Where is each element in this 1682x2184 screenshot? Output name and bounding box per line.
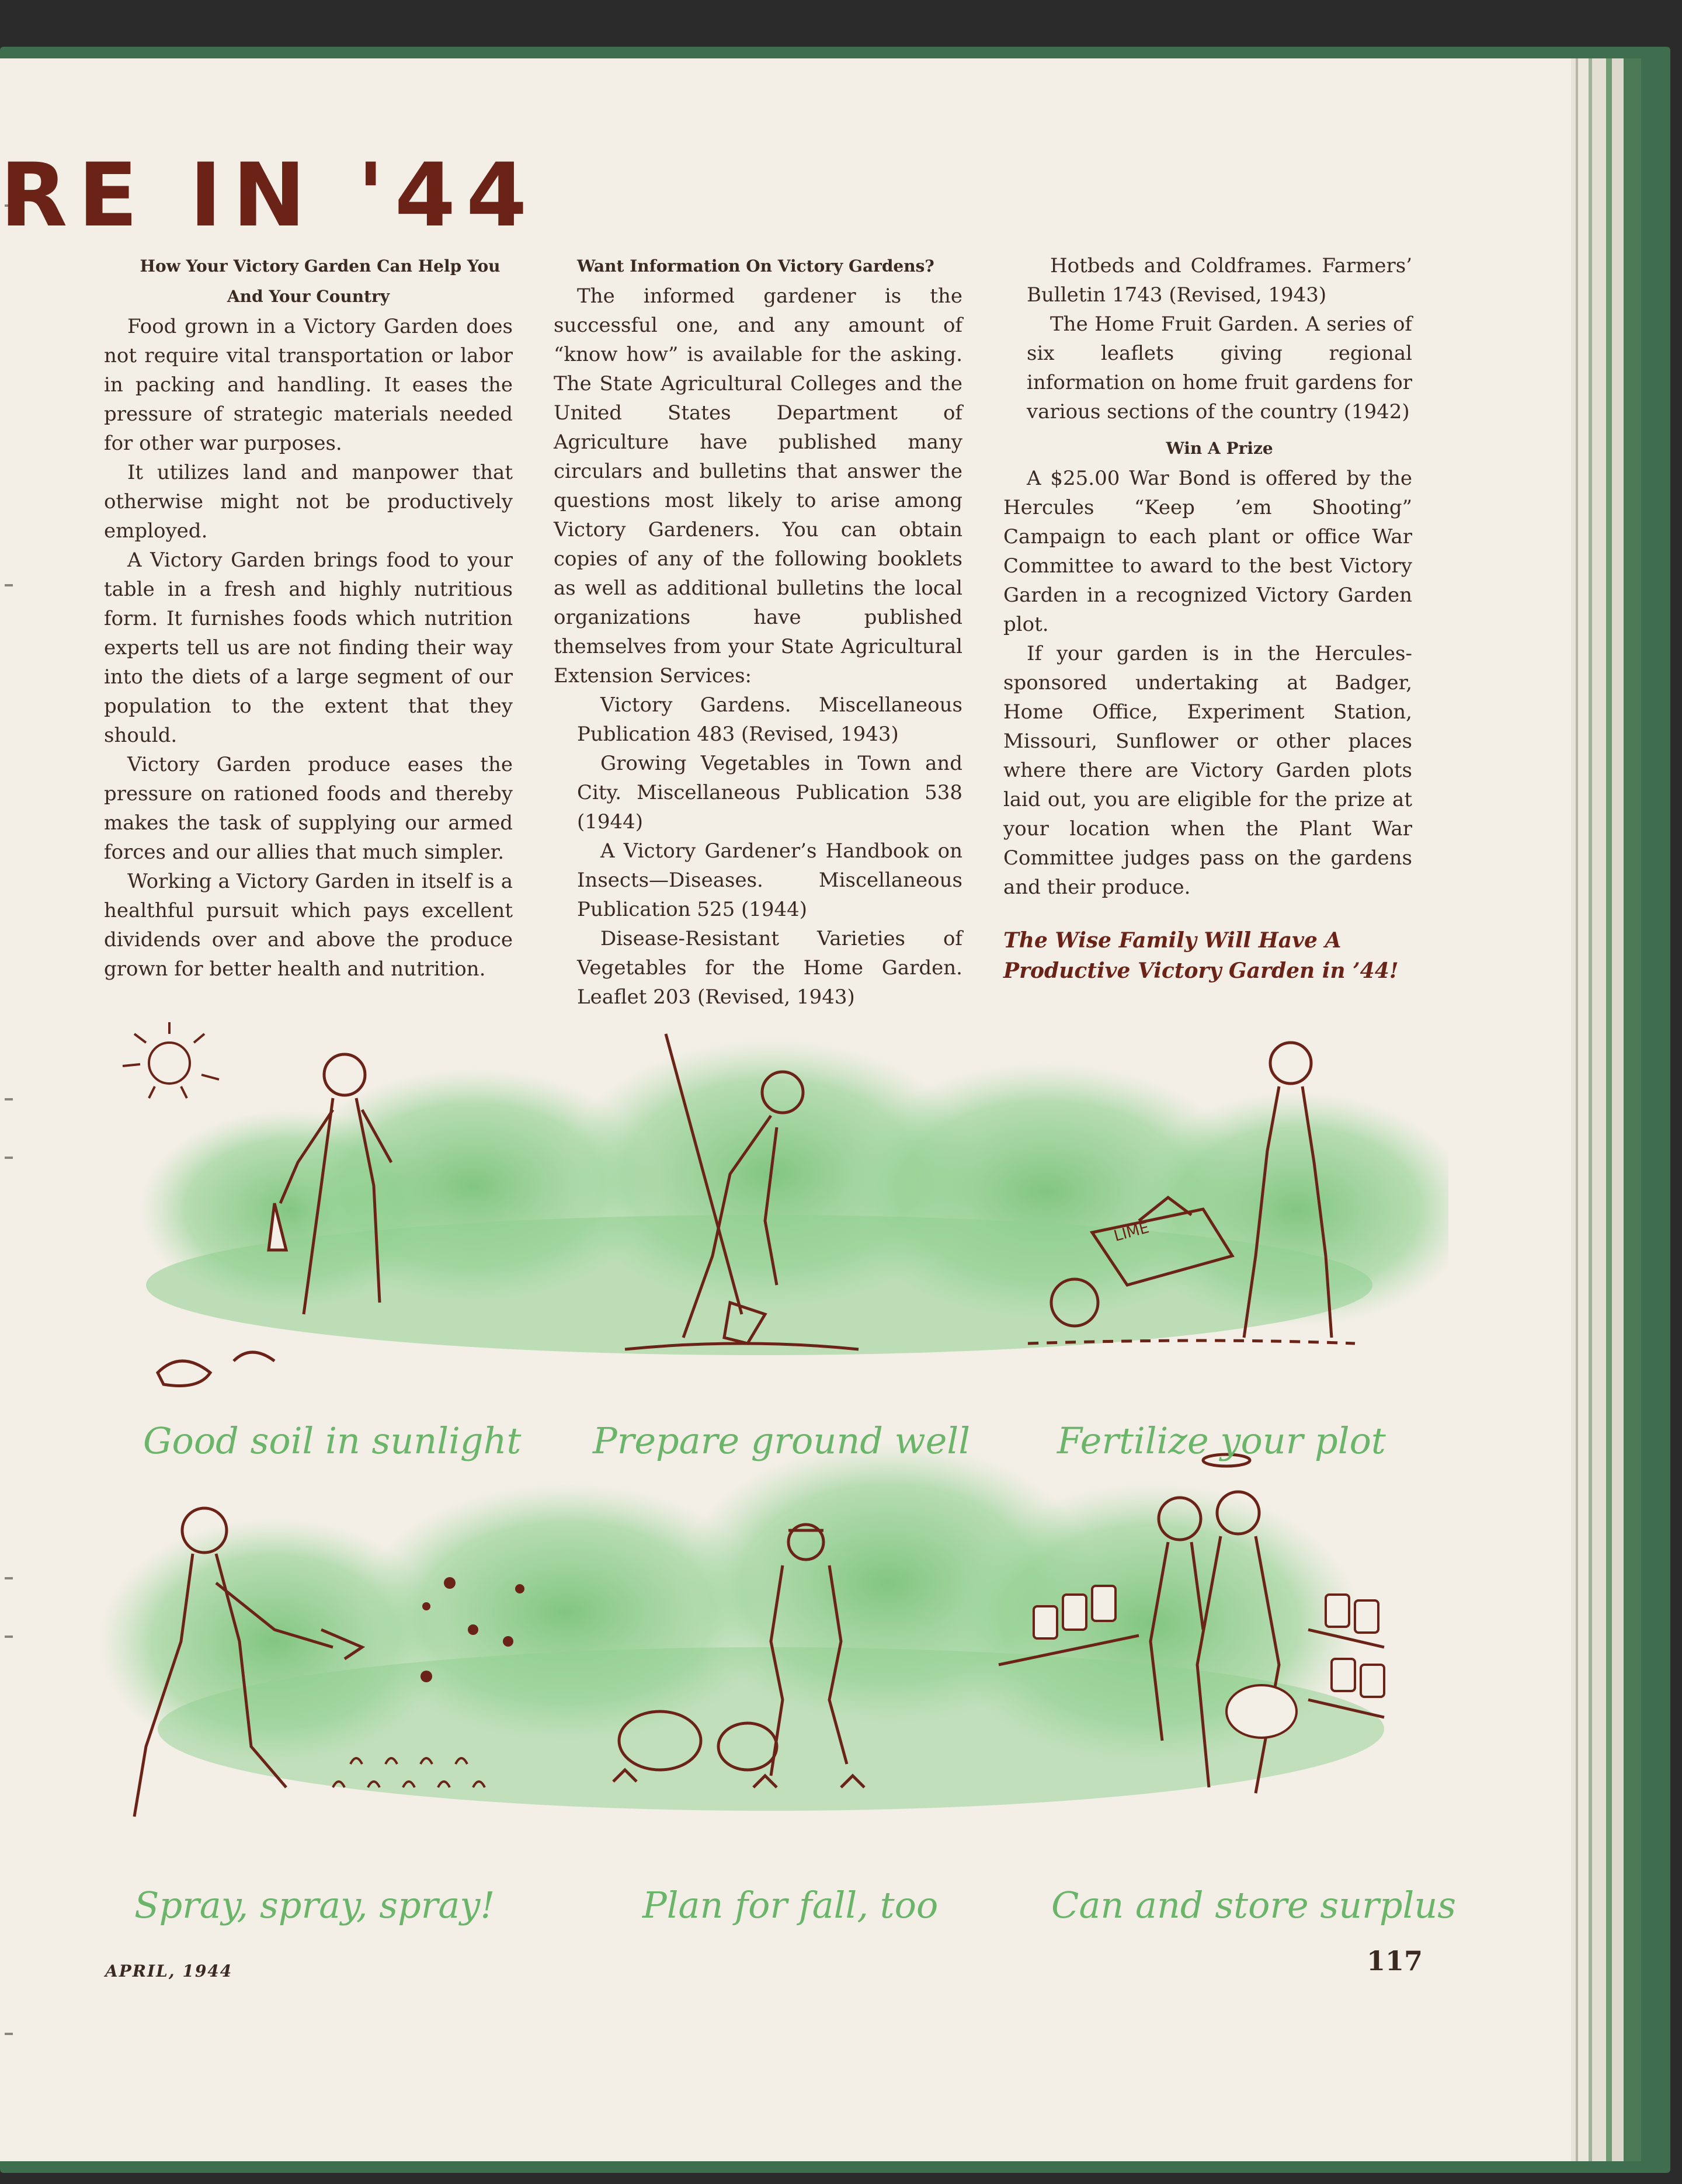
- paragraph: The informed gardener is the successful one, and any amount of “know how” is available for the asking. The State Agricultural Colleges and the United States Department of Agriculture have published many circulars and bulletins that answer the questions most likely to arise among Victory Gardeners. You can obtain copies of any of the following booklets as well as additional bulletins the local organizations have published themselves from your State Agricultural Extension Services:: [554, 284, 962, 688]
- paragraph: Victory Garden produce eases the pressure on rationed foods and thereby makes the task of supplying our armed forces and our allies that much simpler.: [104, 753, 513, 864]
- column-2-heading: Want Information On Victory Gardens?: [577, 256, 934, 276]
- paragraph: It utilizes land and manpower that otherwise might not be productively employed.: [104, 461, 513, 543]
- caption-plan-fall: Plan for fall, too: [642, 1884, 939, 1926]
- caption-can-store: Can and store surplus: [1051, 1884, 1457, 1926]
- publication-item: Hotbeds and Coldframes. Farmers’ Bulletin 1743 (Revised, 1943): [1027, 254, 1412, 307]
- slogan: The Wise Family Will Have A Productive Victory Garden in ’44!: [1003, 928, 1399, 983]
- paragraph: A Victory Garden brings food to your table in a fresh and highly nutritious form. It furnishes foods which nutrition experts tell us are not finding their way into the diets of a large segment of our population to the extent that they should.: [104, 548, 513, 747]
- binding-marks: [0, 58, 18, 2161]
- publication-item: Disease-Resistant Varieties of Vegetables for the Home Garden. Leaflet 203 (Revised, 1943): [577, 927, 962, 1009]
- svg-text:LIME: LIME: [1112, 1218, 1151, 1245]
- page-edges: [1571, 58, 1641, 2161]
- caption-good-soil: Good soil in sunlight: [143, 1419, 522, 1462]
- sun-icon: [123, 1022, 219, 1098]
- publication-item: The Home Fruit Garden. A series of six leaflets giving regional information on home fruit gardens for various sections of the country (1942): [1027, 313, 1412, 423]
- caption-fertilize: Fertilize your plot: [1057, 1419, 1386, 1462]
- top-hills: [140, 1040, 1448, 1355]
- paragraph: If your garden is in the Hercules-sponsored undertaking at Badger, Home Office, Experiment Station, Missouri, Sunflower or other places where there are Victory Garden plots laid out, you are eligible for the prize at your location when the Plant War Committee judges pass on the gardens and their produce.: [1003, 642, 1412, 899]
- caption-spray: Spray, spray, spray!: [134, 1884, 495, 1926]
- publication-item: Victory Gardens. Miscellaneous Publication 483 (Revised, 1943): [577, 693, 962, 746]
- bottom-hills: [99, 1443, 1384, 1811]
- paragraph: A $25.00 War Bond is offered by the Hercules “Keep ’em Shooting” Campaign to each plant or office War Committee to award to the best Victory Garden in a recognized Victory Garden plot.: [1003, 467, 1412, 636]
- publication-item: Growing Vegetables in Town and City. Miscellaneous Publication 538 (1944): [577, 752, 962, 834]
- column-1-heading: How Your Victory Garden Can Help You And Your Country: [140, 256, 501, 306]
- page-number: 117: [1367, 1945, 1423, 1977]
- publication-item: A Victory Gardener’s Handbook on Insects—Diseases. Miscellaneous Publication 525 (1944): [577, 839, 962, 921]
- page-headline: RE IN '44: [0, 145, 538, 246]
- garden-illustrations: [99, 1011, 1448, 1957]
- column-1: [104, 251, 513, 984]
- column-2: [554, 251, 962, 1012]
- paragraph: Working a Victory Garden in itself is a healthful pursuit which pays excellent dividends over and above the produce grown for better health and nutrition.: [104, 870, 513, 981]
- caption-prepare-ground: Prepare ground well: [593, 1419, 971, 1462]
- footer-date: APRIL, 1944: [105, 1961, 233, 1981]
- paragraph: Food grown in a Victory Garden does not require vital transportation or labor in packing and handling. It eases the pressure of strategic materials needed for other war purposes.: [104, 315, 513, 455]
- column-3: [1003, 251, 1412, 986]
- prize-heading: Win A Prize: [1166, 439, 1273, 458]
